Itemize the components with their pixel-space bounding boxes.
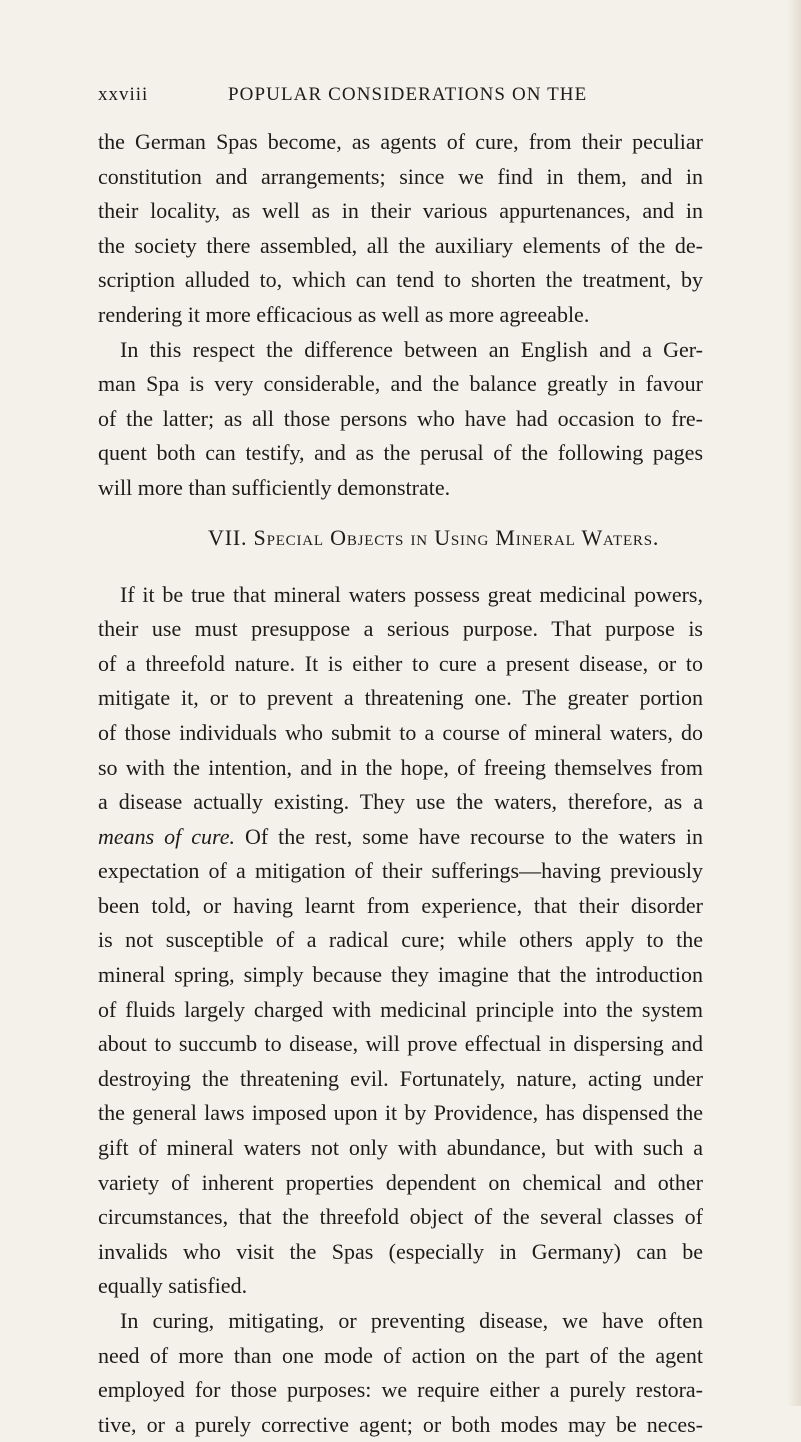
text-line: of a threefold nature. It is either to cure a present disease, or to — [98, 650, 703, 676]
text-line: of those individuals who submit to a course of mineral waters, do — [98, 719, 703, 745]
text-line: tive, or a purely corrective agent; or both modes may be neces- — [98, 1411, 703, 1437]
text-line: mineral spring, simply because they imagine that the introduction — [98, 962, 703, 988]
text-line: been told, or having learnt from experience, that their disorder — [98, 892, 703, 918]
text-line: their use must presuppose a serious purpose. That purpose is — [98, 616, 703, 642]
text-line: so with the intention, and in the hope, of freeing themselves from — [98, 754, 703, 780]
text-line: destroying the threatening evil. Fortunately, nature, acting under — [98, 1065, 703, 1091]
text-line: the German Spas become, as agents of cure, from their peculiar — [98, 129, 703, 154]
text-line-with-italic — [98, 820, 703, 855]
text-line: circumstances, that the threefold object of the several classes of — [98, 1204, 703, 1230]
text-line: constitution and arrangements; since we find in them, and in — [98, 163, 703, 189]
page-number: xxviii — [98, 84, 149, 105]
running-head-title: POPULAR CONSIDERATIONS ON THE — [228, 84, 588, 105]
body-text — [98, 125, 703, 1442]
text-line: a disease actually existing. They use the waters, therefore, as a — [98, 789, 703, 815]
text-line: variety of inherent properties dependent on chemical and other — [98, 1169, 703, 1195]
text-line: In curing, mitigating, or preventing disease, we have often — [120, 1308, 703, 1333]
text-line: the general laws imposed upon it by Providence, has dispensed the — [98, 1100, 703, 1126]
text-line: need of more than one mode of action on the part of the agent — [98, 1342, 703, 1368]
text-run: Of the rest, some have recourse to the waters in — [235, 823, 703, 849]
text-line: their locality, as well as in their various appurtenances, and in — [98, 198, 703, 224]
text-line: quent both can testify, and as the perusal of the following pages — [98, 440, 703, 466]
italic-phrase: means of cure. — [98, 823, 236, 849]
section-spacer — [98, 564, 703, 578]
text-line: If it be true that mineral waters possess great medicinal powers, — [120, 581, 703, 607]
running-head — [98, 84, 658, 114]
text-line: gift of mineral waters not only with abundance, but with such a — [98, 1135, 703, 1161]
text-line: will more than sufficiently demonstrate. — [98, 474, 451, 500]
text-line: about to succumb to disease, will prove effectual in dispersing and — [98, 1031, 703, 1057]
text-line: the society there assembled, all the auxiliary elements of the de- — [98, 232, 703, 258]
text-line: man Spa is very considerable, and the balance greatly in favour — [98, 371, 703, 397]
text-line: of the latter; as all those persons who have had occasion to fre- — [98, 405, 703, 431]
text-line: rendering it more efficacious as well as more agreeable. — [98, 301, 590, 327]
text-line: invalids who visit the Spas (especially in Germany) can be — [98, 1238, 703, 1264]
text-line: employed for those purposes: we require either a purely restora- — [98, 1377, 703, 1403]
text-line: scription alluded to, which can tend to shorten the treatment, by — [98, 267, 703, 293]
text-line: of fluids largely charged with medicinal principle into the system — [98, 996, 703, 1022]
text-line: In this respect the difference between an English and a Ger- — [120, 336, 703, 362]
text-line: mitigate it, or to prevent a threatening one. The greater portion — [98, 685, 703, 711]
section-heading: VII. Special Objects in Using Mineral Waters. — [208, 524, 660, 550]
text-line: is not susceptible of a radical cure; while others apply to the — [98, 927, 703, 953]
page-edge-shadow — [787, 0, 801, 1406]
text-line: equally satisfied. — [98, 1273, 248, 1299]
text-line: expectation of a mitigation of their sufferings—having previously — [98, 858, 703, 884]
